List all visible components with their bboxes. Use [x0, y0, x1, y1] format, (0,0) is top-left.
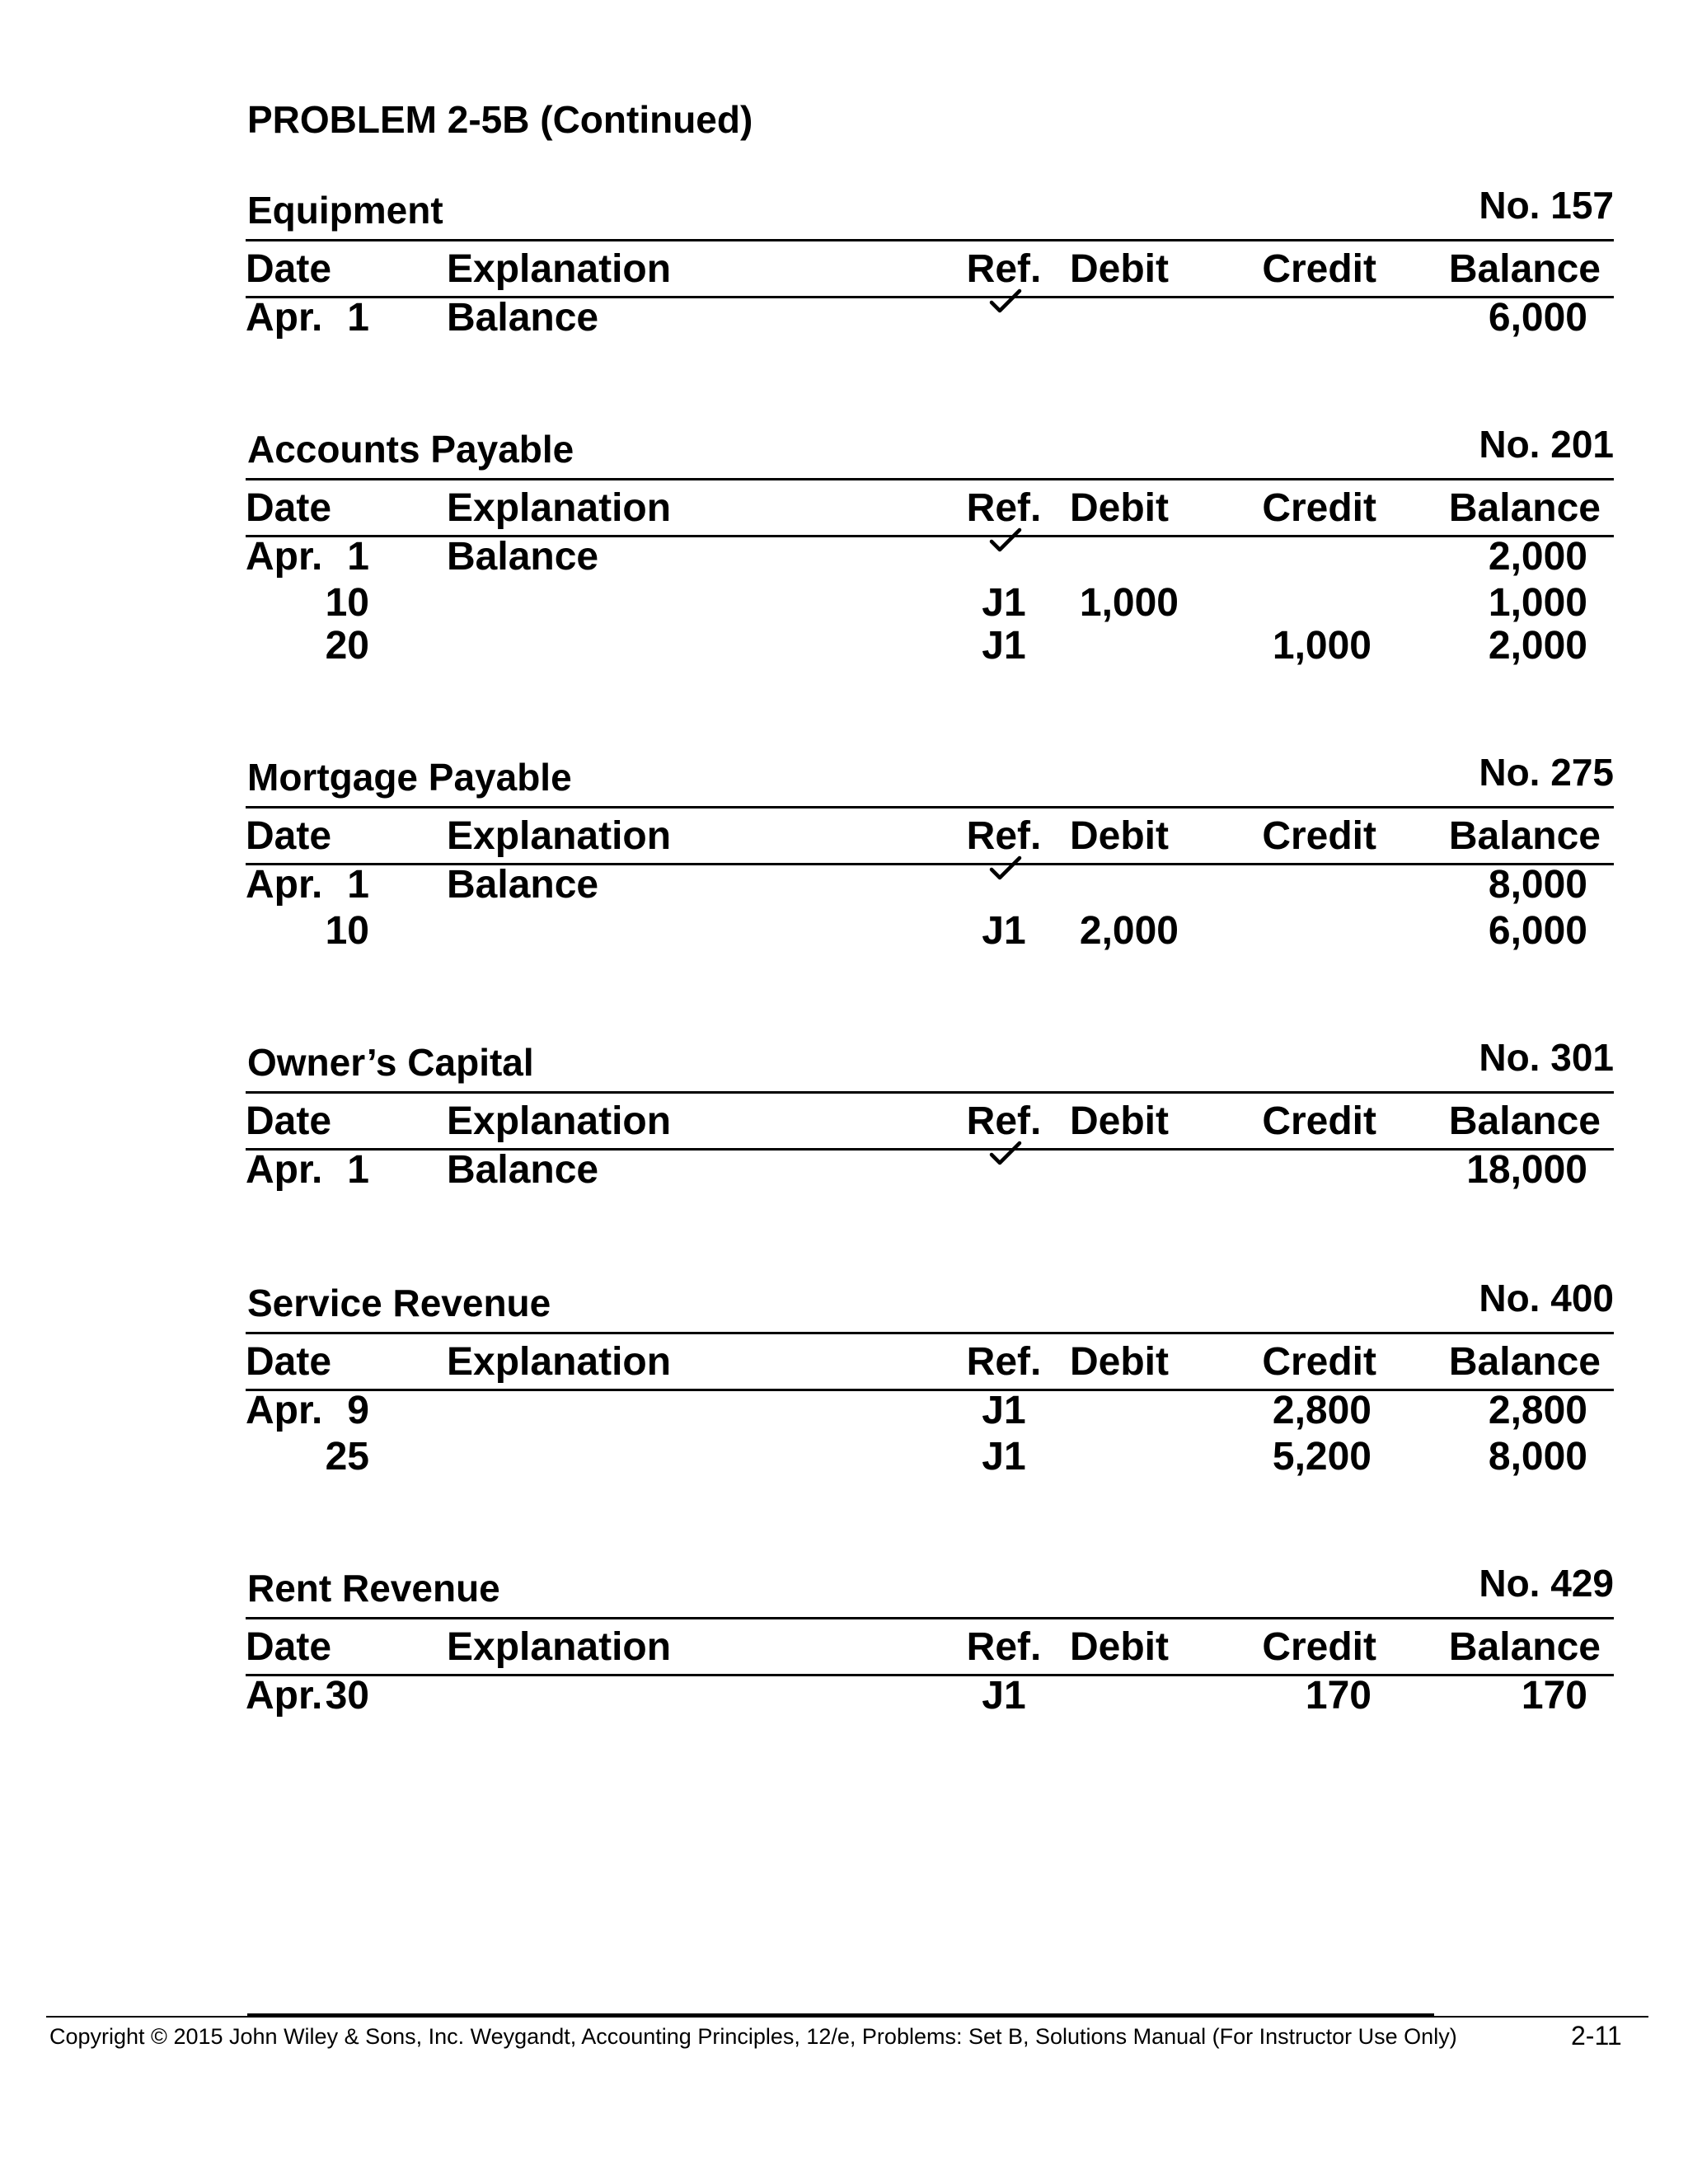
ledger-credit: 5,200 [1272, 1435, 1372, 1479]
col-header-balance: Balance [1448, 1099, 1601, 1143]
check-icon [989, 1141, 1022, 1167]
col-header-ref: Ref. [966, 1340, 1042, 1384]
col-header-date: Date [246, 1625, 332, 1669]
col-header-explanation: Explanation [447, 1099, 672, 1143]
ledger-day: 9 [347, 1389, 369, 1432]
col-header-debit: Debit [1070, 1099, 1169, 1143]
ledger-row [246, 580, 1614, 623]
account-name: Mortgage Payable [247, 756, 572, 799]
col-header-date: Date [246, 247, 332, 291]
col-header-explanation: Explanation [447, 1340, 672, 1384]
ledger-day: 1 [347, 1148, 369, 1192]
col-header-credit: Credit [1262, 486, 1376, 530]
col-header-explanation: Explanation [447, 247, 672, 291]
ledger-table [246, 1091, 1614, 1193]
col-header-credit: Credit [1262, 1099, 1376, 1143]
ledger-month: Apr. [246, 535, 323, 579]
page-title: PROBLEM 2-5B (Continued) [247, 98, 753, 141]
ledger-ref: J1 [982, 909, 1026, 953]
account-number: No. 400 [1479, 1277, 1614, 1319]
ledger-account [246, 1562, 1614, 1719]
ledger-day: 20 [325, 624, 369, 668]
ledger-credit: 1,000 [1272, 624, 1372, 668]
ledger-explanation: Balance [447, 535, 599, 579]
col-header-debit: Debit [1070, 1625, 1169, 1669]
col-header-explanation: Explanation [447, 1625, 672, 1669]
col-header-explanation: Explanation [447, 486, 672, 530]
ledger-debit: 2,000 [1079, 909, 1179, 953]
ledger-table [246, 239, 1614, 341]
ledger-header-row [246, 1094, 1614, 1151]
col-header-ref: Ref. [966, 486, 1042, 530]
check-icon [989, 288, 1022, 315]
ledger-account [246, 1036, 1614, 1193]
ledger-header-row [246, 241, 1614, 298]
ledger-day: 1 [347, 535, 369, 579]
col-header-credit: Credit [1262, 247, 1376, 291]
check-icon [989, 855, 1022, 882]
ledger-ref: J1 [982, 581, 1026, 625]
col-header-ref: Ref. [966, 1625, 1042, 1669]
ledger-credit: 2,800 [1272, 1389, 1372, 1432]
col-header-date: Date [246, 1340, 332, 1384]
ledger-month: Apr. [246, 1389, 323, 1432]
col-header-balance: Balance [1448, 247, 1601, 291]
ledger-row [246, 1148, 1614, 1193]
ledger-day: 10 [325, 909, 369, 953]
col-header-ref: Ref. [966, 1099, 1042, 1143]
ledger-table [246, 478, 1614, 666]
col-header-explanation: Explanation [447, 814, 672, 858]
account-number: No. 275 [1479, 751, 1614, 794]
col-header-debit: Debit [1070, 486, 1169, 530]
ledger-balance: 8,000 [1488, 863, 1587, 907]
ledger-table [246, 1617, 1614, 1719]
ledger-header-row [246, 480, 1614, 537]
account-name: Accounts Payable [247, 428, 574, 471]
ledger-balance: 170 [1521, 1674, 1587, 1718]
ledger-header-row [246, 1619, 1614, 1676]
ledger-balance: 6,000 [1488, 909, 1587, 953]
col-header-date: Date [246, 1099, 332, 1143]
ledger-explanation: Balance [447, 1148, 599, 1192]
ledger-account [246, 751, 1614, 953]
ledger-ref: J1 [982, 1389, 1026, 1432]
account-name: Rent Revenue [247, 1567, 500, 1610]
ledger-explanation: Balance [447, 296, 599, 340]
account-number: No. 201 [1479, 423, 1614, 466]
account-name: Owner’s Capital [247, 1041, 534, 1084]
ledger-row [246, 865, 1614, 908]
ledger-row [246, 908, 1614, 951]
ledger-account [246, 184, 1614, 341]
account-name: Equipment [247, 189, 443, 232]
ledger-row [246, 298, 1614, 341]
ledger-month: Apr. [246, 1674, 323, 1718]
account-number: No. 157 [1479, 184, 1614, 227]
ledger-row [246, 1391, 1614, 1434]
ledger-day: 1 [347, 863, 369, 907]
ledger-table [246, 1332, 1614, 1477]
col-header-balance: Balance [1448, 814, 1601, 858]
col-header-debit: Debit [1070, 814, 1169, 858]
ledger-balance: 2,000 [1488, 535, 1587, 579]
account-number: No. 301 [1479, 1036, 1614, 1079]
ledger-row [246, 537, 1614, 580]
col-header-balance: Balance [1448, 1340, 1601, 1384]
col-header-balance: Balance [1448, 1625, 1601, 1669]
col-header-credit: Credit [1262, 1625, 1376, 1669]
col-header-credit: Credit [1262, 814, 1376, 858]
col-header-ref: Ref. [966, 247, 1042, 291]
ledger-day: 25 [325, 1435, 369, 1479]
col-header-debit: Debit [1070, 1340, 1169, 1384]
ledger-balance: 2,800 [1488, 1389, 1587, 1432]
ledger-debit: 1,000 [1079, 581, 1179, 625]
ledger-table [246, 806, 1614, 951]
ledger-row [246, 1676, 1614, 1719]
account-name: Service Revenue [247, 1282, 551, 1324]
ledger-header-row [246, 1334, 1614, 1391]
col-header-credit: Credit [1262, 1340, 1376, 1384]
ledger-account [246, 423, 1614, 668]
col-header-date: Date [246, 486, 332, 530]
ledger-month: Apr. [246, 1148, 323, 1192]
col-header-balance: Balance [1448, 486, 1601, 530]
ledger-account [246, 1277, 1614, 1479]
ledger-ref: J1 [982, 1435, 1026, 1479]
ledger-balance: 1,000 [1488, 581, 1587, 625]
ledger-header-row [246, 808, 1614, 865]
ledger-balance: 2,000 [1488, 624, 1587, 668]
ledger-ref: J1 [982, 624, 1026, 668]
ledger-day: 10 [325, 581, 369, 625]
footer-divider [46, 2016, 1648, 2018]
col-header-ref: Ref. [966, 814, 1042, 858]
ledger-balance: 8,000 [1488, 1435, 1587, 1479]
ledger-day: 30 [325, 1674, 369, 1718]
ledger-month: Apr. [246, 863, 323, 907]
account-number: No. 429 [1479, 1562, 1614, 1605]
check-icon [989, 527, 1022, 554]
col-header-debit: Debit [1070, 247, 1169, 291]
footer-copyright: Copyright © 2015 John Wiley & Sons, Inc. Weygandt, Accounting Principles, 12/e, Problems: Set B, Solutions Manual (For Instructor Use Only) [49, 2024, 1457, 2049]
ledger-credit: 170 [1305, 1674, 1372, 1718]
ledger-balance: 6,000 [1488, 296, 1587, 340]
ledger-day: 1 [347, 296, 369, 340]
ledger-row [246, 623, 1614, 666]
ledger-explanation: Balance [447, 863, 599, 907]
ledger-row [246, 1434, 1614, 1477]
ledger-balance: 18,000 [1466, 1148, 1587, 1192]
ledger-month: Apr. [246, 296, 323, 340]
footer-page-number: 2-11 [1571, 2021, 1622, 2050]
ledger-ref: J1 [982, 1674, 1026, 1718]
col-header-date: Date [246, 814, 332, 858]
